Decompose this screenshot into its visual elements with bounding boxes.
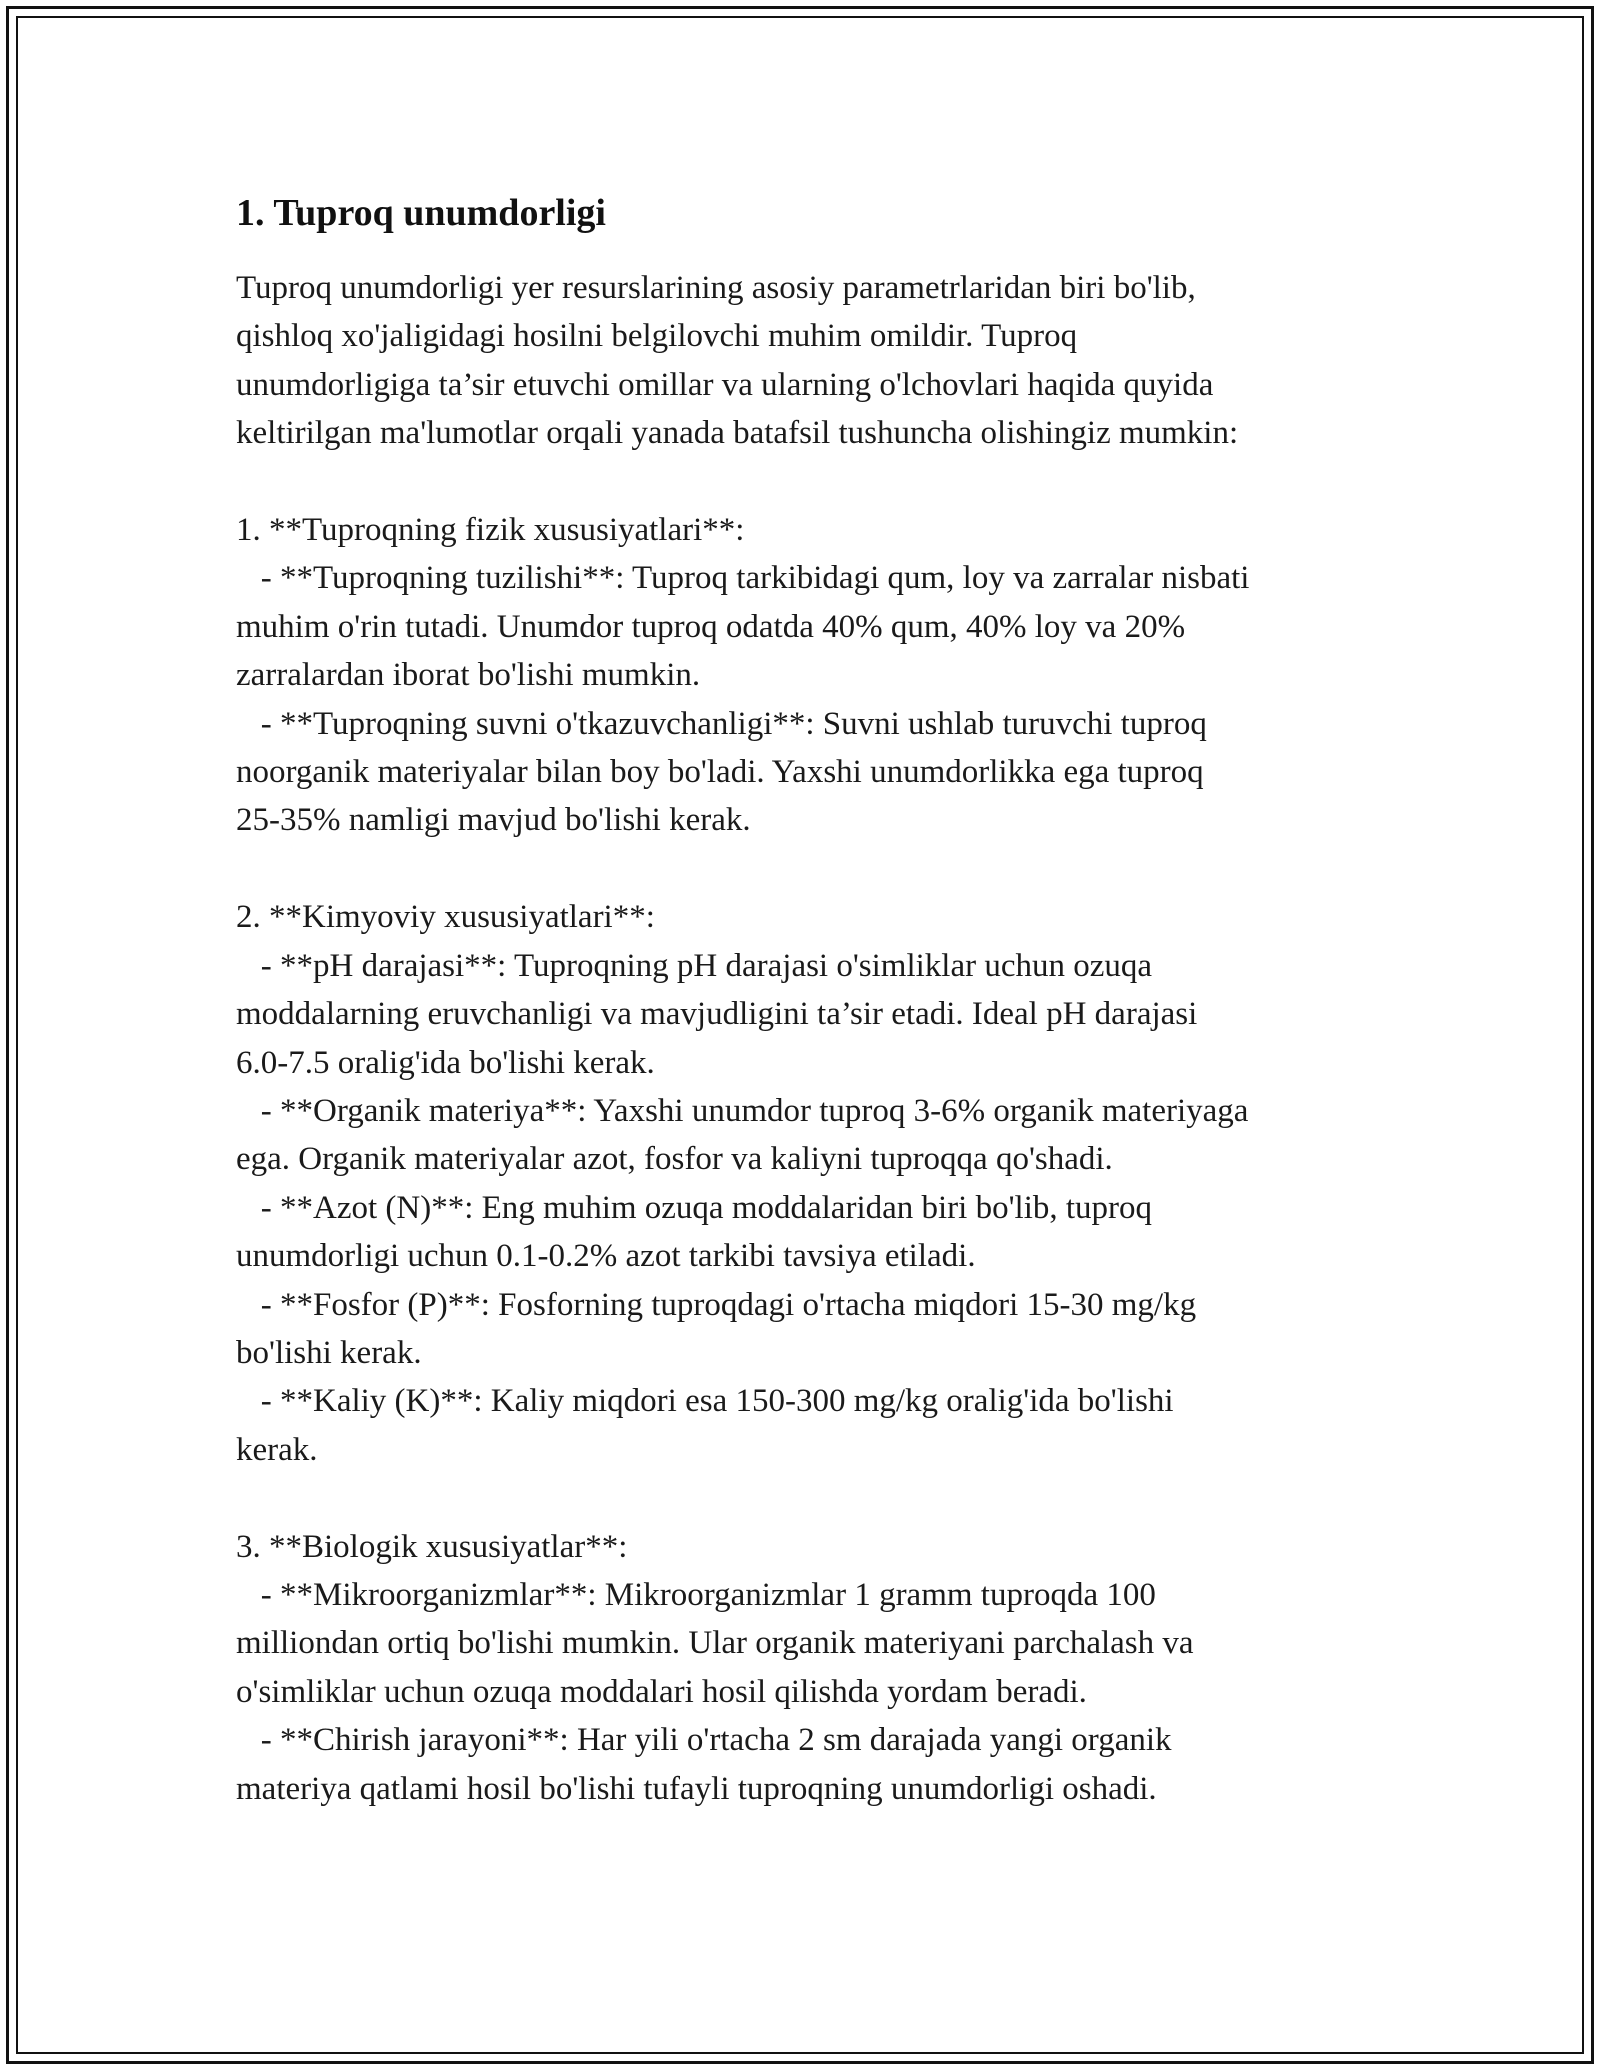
section-physical-properties: 1. **Tuproqning fizik xususiyatlari**: - **Tuproqning tuzilishi**: Tuproq tarkibidagi qum, loy va zarralar nisbati muhim o'rin tutadi. Unumdor tuproq odatda 40% qum, 40% loy va 20% zarralardan iborat bo'lishi mumkin. - **Tuproqning suvni o'tkazuvchanligi**: Suvni ushlab turuvchi tuproq noorganik materiyalar bilan boy bo'ladi. Yaxshi unumdorlikka ega tuproq 25-35% namligi mavjud bo'lishi kerak. <box>236 512 1250 839</box>
spacer <box>236 458 1406 506</box>
section-biological-properties: 3. **Biologik xususiyatlar**: - **Mikroorganizmlar**: Mikroorganizmlar 1 gramm tuproqda 100 milliondan ortiq bo'lishi mumkin. Ular organik materiyani parchalash va o'simliklar uchun ozuqa moddalari hosil qilishda yordam beradi. - **Chirish jarayoni**: Har yili o'rtacha 2 sm darajada yangi organik materiya qatlami hosil bo'lishi tufayli tuproqning unumdorligi oshadi. <box>236 1528 1194 1807</box>
spacer <box>236 1474 1406 1522</box>
section-chemical-properties: 2. **Kimyoviy xususiyatlari**: - **pH darajasi**: Tuproqning pH darajasi o'simliklar uchun ozuqa moddalarning eruvchanligi va mavjudligini ta’sir etadi. Ideal pH darajasi 6.0-7.5 oralig'ida bo'lishi kerak. - **Organik materiya**: Yaxshi unumdor tuproq 3-6% organik materiyaga ega. Organik materiyalar azot, fosfor va kaliyni tuproqqa qo'shadi. - **Azot (N)**: Eng muhim ozuqa moddalaridan biri bo'lib, tuproq unumdorligi uchun 0.1-0.2% azot tarkibi tavsiya etiladi. - **Fosfor (P)**: Fosforning tuproqdagi o'rtacha miqdori 15-30 mg/kg bo'lishi kerak. - **Kaliy (K)**: Kaliy miqdori esa 150-300 mg/kg oralig'ida bo'lishi kerak. <box>236 899 1249 1468</box>
document-title: 1. Tuproq unumdorligi <box>236 192 606 234</box>
intro-paragraph: Tuproq unumdorligi yer resurslarining asosiy parametrlaridan biri bo'lib, qishloq xo'jaligidagi hosilni belgilovchi muhim omildir. Tuproq unumdorligiga ta’sir etuvchi omillar va ularning o'lchovlari haqida quyida keltirilgan ma'lumotlar orqali yanada batafsil tushuncha olishingiz mumkin: <box>236 270 1239 452</box>
spacer <box>236 845 1406 893</box>
document-content <box>236 188 1406 1813</box>
